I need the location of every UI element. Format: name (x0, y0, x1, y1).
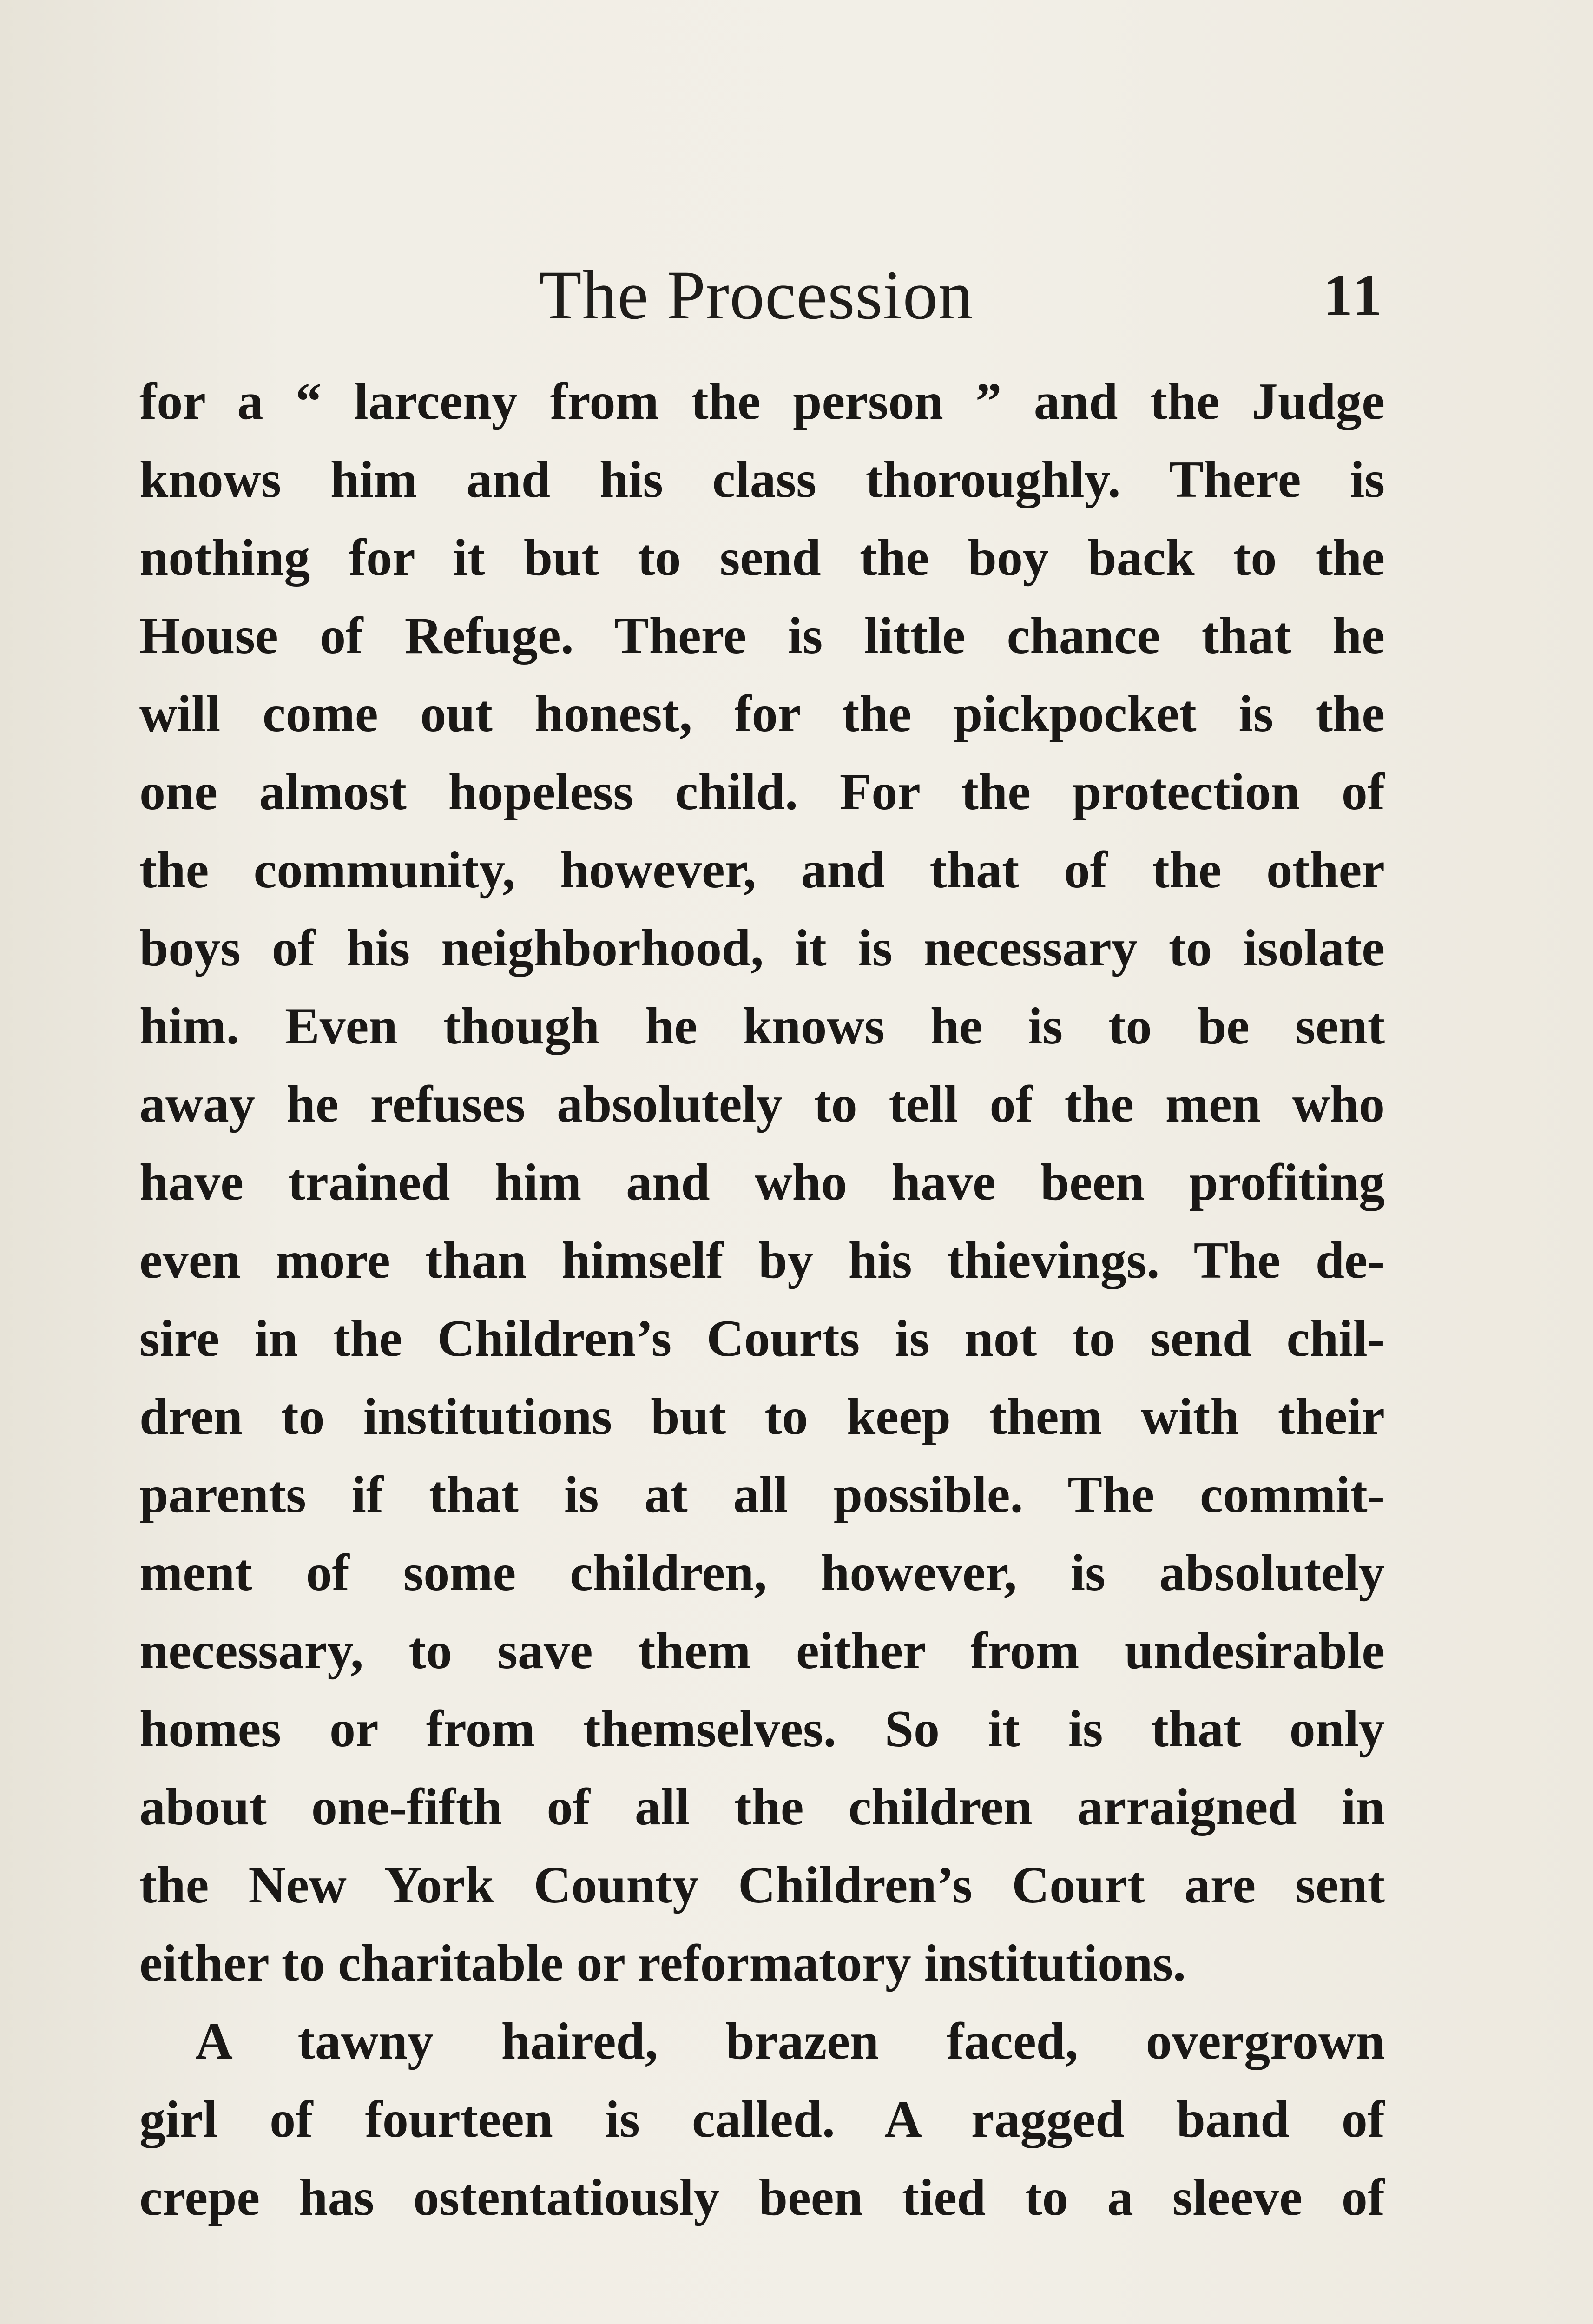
text-line: sire in the Children’s Courts is not to send chil- (139, 1310, 1385, 1367)
text-line: dren to institutions but to keep them with their (139, 1388, 1385, 1446)
text-line: House of Refuge. There is little chance that he (139, 607, 1385, 665)
running-head (139, 251, 1385, 339)
body-text (139, 363, 1385, 2237)
running-title: The Procession (539, 257, 974, 334)
text-line: about one-fifth of all the children arraigned in (139, 1778, 1385, 1836)
text-line: him. Even though he knows he is to be sent (139, 997, 1385, 1055)
text-line: one almost hopeless child. For the protection of (139, 763, 1385, 821)
text-line: A tawny haired, brazen faced, overgrown (195, 2013, 1385, 2070)
text-line: the community, however, and that of the other (139, 841, 1385, 899)
text-line: knows him and his class thoroughly. There is (139, 451, 1385, 508)
text-line: parents if that is at all possible. The commit- (139, 1466, 1385, 1524)
text-line: homes or from themselves. So it is that only (139, 1700, 1385, 1758)
text-line: will come out honest, for the pickpocket is the (139, 685, 1385, 743)
text-line: for a “ larceny from the person ” and the Judge (139, 373, 1385, 430)
text-line: crepe has ostentatiously been tied to a sleeve of (139, 2169, 1385, 2226)
text-line: ment of some children, however, is absolutely (139, 1544, 1385, 1602)
text-line: even more than himself by his thievings. The de- (139, 1232, 1385, 1289)
text-line: boys of his neighborhood, it is necessary to isolate (139, 919, 1385, 977)
text-line: the New York County Children’s Court are sent (139, 1856, 1385, 1914)
text-line: girl of fourteen is called. A ragged band of (139, 2091, 1385, 2148)
text-line: either to charitable or reformatory institutions. (139, 1934, 1186, 1992)
text-line: necessary, to save them either from undesirable (139, 1622, 1385, 1680)
text-line: have trained him and who have been profiting (139, 1154, 1385, 1211)
text-line: nothing for it but to send the boy back to the (139, 529, 1385, 587)
text-line: away he refuses absolutely to tell of the men who (139, 1076, 1385, 1133)
page-number: 11 (1323, 262, 1385, 328)
